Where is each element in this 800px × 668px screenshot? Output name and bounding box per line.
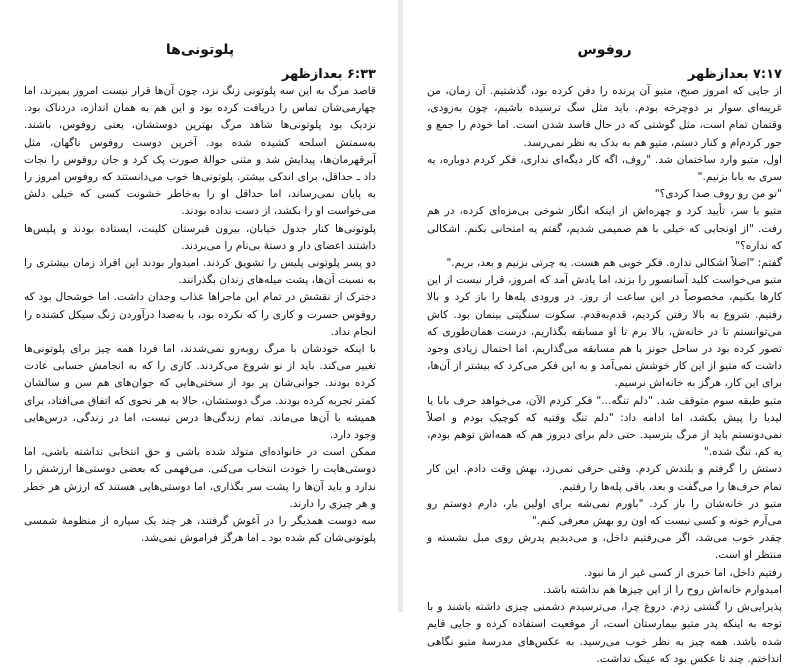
paragraph: از جایی که امروز صبح، متیو آن پرنده را دفن کرده بود، گذشتیم. آن زمان، من غریبه‌ای سوار بر دوچرخه بودم. باید مثل سگ ترسیده باشیم، چون به‌زودی، وقتمان تمام است، مثل گوشتی که در حال فاسد شدن است. اما خودم را جمع و جور کردم‌ام و کنار دستم، متیو هم به بدک به نظر نمی‌رسد. <box>427 85 782 149</box>
paragraph: متیو در خانه‌شان را باز کرد. "باورم نمی‌شه برای اولین بار، دارم دوستم رو می‌آرم خونه و کسی نیست که اون رو بهش معرفی کنم." <box>427 497 782 528</box>
paragraph: دو پسر پلوتونی پلیس را تشویق کردند. امیدوار بودند این افراد زمان بیشتری را به نسبت آن‌ها، پشت میله‌های زندان بگذرانند. <box>24 257 376 287</box>
paragraph: قاصد مرگ به این سه پلوتونی زنگ نزد، چون آن‌ها قرار نیست امروز بمیرند، اما چهارمی‌شان تماس را دریافت کرده بود و این هم به همان اندازه، دردناک بود. نزدیک بود پلوتونی‌ها شاهد مرگ بهترین دوستشان، یعنی روفوس، باشند. به‌سمتش اسلحه کشیده شده بود. آخرین دوست روفوس ناگهان، مثل آبرقهرمان‌ها، پیدایش شد و مثنی حوالهٔ صورت پک کرد و جان روفوس را نجات داد ـ حداقل، برای اندکی بیشتر. پلوتونی‌ها خوب می‌دانستند که روفوس امروز را به پایان نمی‌رساند، اما حداقل او را به‌خاطر خشونت کسی که خیلی دلش می‌خواست او را بکشد، از دست نداده بودند. <box>24 85 376 218</box>
right-time-heading: ۷:۱۷ بعدازظهر <box>687 67 782 82</box>
left-body-text <box>24 83 376 547</box>
paragraph: دستش را گرفتم و بلندش کردم. وقتی حرفی نمی‌زد، بهش وقت دادم. این کار تمام حرف‌ها را می‌گفت و بعد، باقی پله‌ها را رفتیم. <box>427 463 782 493</box>
right-body-text <box>427 83 782 668</box>
paragraph: پلوتونی‌ها کنار جدول خیابان، بیرون قبرستان کلینت، ایستاده بودند و پلیس‌ها داشتند اعضای دار و دستهٔ بی‌نام را می‌بردند. <box>24 222 376 252</box>
paragraph: متیو طبقه سوم متوقف شد. "دلم تنگه..." فکر کردم الآن، می‌خواهد حرف بابا یا لیدیا را پیش بکشد، اما ادامه داد: "دلم تنگ وقتیه که کوچیک بودم و اصلاً نمی‌دونستم باید از مرگ بترسید. حتی دلم برای دیروز هم که همه‌اش توهم بودم، یه کم، تنگ شده." <box>427 394 782 459</box>
paragraph: متیو می‌خواست کلید آسانسور را بزند، اما یادش آمد که امروز، قرار نیست از این کارها بکنیم، مخصوصاً در این ساعت از روز. در ورودی پله‌ها را باز کرد و بالا رفتیم. شروع به بالا رفتن کردیم، قدم‌به‌قدم. سکوت سنگینی بینمان بود. کاش می‌توانستم تا در خانه‌ش، بالا برم تا او مسابقه بگذاریم، درست همان‌طوری که تصور کرده بود در ساحل جونز با هم مسابقه می‌گذاریم، اما احتمال زیادی وجود داشت که متیو از این کار خوشش نمی‌آمد و به این فکر می‌کرد که بیشتر از آن‌ها، برای این کار، هرگز به خانه‌اش نرسیم. <box>427 274 782 390</box>
paragraph: چقدر خوب می‌شد، اگر می‌رفتیم داخل، و می‌دیدیم پدرش روی مبل نشسته و منتظر او است. <box>427 532 782 562</box>
right-page <box>403 0 800 665</box>
paragraph: ممکن است در خانواده‌ای متولد شده باشی و حق انتخابی نداشته باشی، اما دوستی‌هایت را خودت انتخاب می‌کنی. می‌فهمی که بعضی دوستی‌ها ارزشش را ندارد و باید آن‌ها را پشت سر بگذاری، اما دوستی‌هایی هستند که ارزش هر خطر و هر چیزی را دارند. <box>24 446 376 510</box>
paragraph: سه دوست همدیگر را در آغوش گرفتند، هر چند یک سیاره از منظومهٔ شمسی پلوتونی‌شان کم شده بود ـ اما هرگز فراموش نمی‌شد. <box>24 515 376 545</box>
left-time-heading: ۶:۳۳ بعدازظهر <box>281 67 376 82</box>
left-page <box>0 0 398 612</box>
paragraph: متیو با سر، تأیید کرد و چهره‌اش از اینکه انگار شوخی بی‌مزه‌ای کرده، در هم رفت. "از اونجایی که خیلی با هم صمیمی شدیم، گفتم یه امتحانی بکنم. اشکالی که نداره؟" <box>427 205 782 252</box>
paragraph: با اینکه خودشان با مرگ روبه‌رو نمی‌شدند، اما فردا همه چیز برای پلوتونی‌ها تغییر می‌کند. باید از نو شروع می‌کردند. کاری را که به انجامش حسابی عادت کرده بودند. جوانی‌شان پر بود از سختی‌هایی که جوان‌های هم سن و سالشان کمتر تجربه کرده بودند. مرگ دوستشان، حالا به هر نحوی که اتفاق می‌افتاد، برای همیشه با آن‌ها می‌ماند. تمام زندگی‌ها درس نیست، اما در زندگی، درس‌هایی وجود دارد. <box>24 343 376 442</box>
paragraph: گفتم: "اصلاً اشکالی نداره. فکر خوبی هم هست. یه چرتی بزنیم و بعد، بریم." <box>446 257 782 270</box>
paragraph: امیدوارم خانه‌اش روح را از این چیزها هم نداشته باشد. <box>542 583 782 596</box>
paragraph: "تو من رو روف صدا کردی؟" <box>654 188 782 201</box>
paragraph: پذیرایی‌ش را گشتی زدم. دروغ چرا، می‌ترسیدم دشمنی چیزی داشته باشند و با توجه به اینکه پدر متیو بیمارستان است، از موقعیت استفاده کرده و جایی قایم شده باشد. همه چیز به نظر خوب می‌رسید. به عکس‌های مدرسهٔ متیو نگاهی انداختم. چند تا عکس بود که عینک نداشت. <box>427 601 782 665</box>
right-page-title: روفوس <box>577 42 632 58</box>
paragraph: اول، متیو وارد ساختمان شد. "روف، اگه کار دیگه‌ای نداری، فکر کردم دوباره، یه سری به بابا بزنیم." <box>427 153 782 184</box>
paragraph: دخترک از نقشش در تمام این ماجراها عذاب وجدان داشت. اما خوشحال بود که روفوس حسرت و کاری را که نکرده بود، با به‌صدا درآوردن زنگ سیکل کشنده را انجام نداد. <box>24 291 376 338</box>
paragraph: رفتیم داخل، اما خبری از کسی غیر از ما نبود. <box>584 566 782 579</box>
left-page-title: پلوتونی‌ها <box>165 42 235 58</box>
